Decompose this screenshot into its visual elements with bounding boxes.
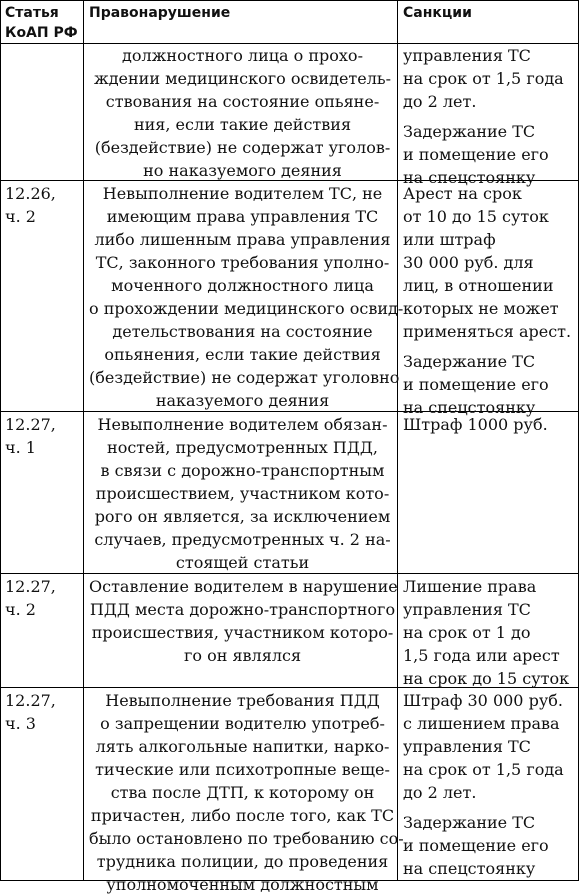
offense-line: стоящей статьи [175,553,310,572]
sanction-line: и помещение его [403,145,549,164]
column-divider [83,1,84,880]
header-article-line: Статья [5,5,59,21]
sanction-line: применяться арест. [403,322,572,341]
sanction-cell [403,44,564,189]
sanction-line: до 2 лет. [403,783,477,802]
article-line: ч. 3 [5,714,36,733]
offense-line: случаев, предусмотренных ч. 2 на- [94,530,391,549]
offense-line: тические или психотропные веще- [95,760,390,779]
offense-line: (бездействие) не содержат уголовно [89,368,400,387]
offense-cell-tail [89,873,396,896]
sanction-line: на спецстоянку [403,398,536,417]
article-cell [5,182,56,228]
offense-cell [89,575,396,667]
article-cell [5,575,56,621]
offense-line: должностного лица о прохо- [122,46,363,65]
sanction-line: с лишением права [403,714,560,733]
header-sanctions: Санкции [403,5,472,21]
article-line: 12.27, [5,577,56,596]
sanction-line: на срок от 1 до [403,623,531,642]
sanction-line: на срок до 15 суток [403,669,570,688]
sanction-line: Задержание ТС [403,813,536,832]
article-line: ч. 2 [5,600,36,619]
offense-line: происшествия, участником которо- [91,623,394,642]
article-line: 12.26, [5,184,56,203]
sanction-line: 30 000 руб. для [403,253,534,272]
offense-line: ствования на состояние опьяне- [105,92,380,111]
offense-line: ПДД места дорожно-транспортного [89,600,396,619]
offense-line: Невыполнение водителем ТС, не [102,184,383,203]
article-cell [5,689,56,735]
article-line: 12.27, [5,415,56,434]
offense-cell [89,689,404,873]
offense-line: (бездействие) не содержат уголов- [94,138,391,157]
offense-line: ства после ДТП, к которому он [110,783,375,802]
sanction-cell [403,689,564,880]
sanction-line: управления ТС [403,46,531,65]
offense-line: но наказуемого деяния [143,161,342,180]
offense-line: лять алкогольные напитки, нарко- [95,737,390,756]
sanction-line: 1,5 года или арест [403,646,560,665]
offense-line: Невыполнение водителем обязан- [97,415,388,434]
column-divider [397,1,398,880]
offense-line: в связи с дорожно-транспортным [100,461,385,480]
sanction-line: или штраф [403,230,496,249]
offense-cell [89,182,404,412]
sanction-line: Штраф 1000 руб. [403,415,548,434]
offense-line: опьянения, если такие действия [104,345,381,364]
offense-line: го он являлся [183,646,302,665]
article-line: ч. 1 [5,438,36,457]
article-line: 12.27, [5,691,56,710]
offense-line: ТС, законного требования уполно- [95,253,390,272]
sanction-line: Задержание ТС [403,122,536,141]
sanction-cell [403,182,571,419]
offense-line: ния, если такие действия [133,115,352,134]
sanction-line: до 2 лет. [403,92,477,111]
sanction-line: которых не может [403,299,559,318]
sanction-line: на спецстоянку [403,168,536,187]
sanction-line: управления ТС [403,600,531,619]
offense-line: происшествием, участником кото- [95,484,390,503]
offense-line: ждении медицинского освидетель- [93,69,392,88]
sanction-line: и помещение его [403,375,549,394]
offense-line: о запрещении водителю употреб- [100,714,385,733]
sanction-line: Арест на срок [403,184,522,203]
offense-cell [89,44,396,182]
sanction-line: управления ТС [403,737,531,756]
offense-line: моченного должностного лица [111,276,374,295]
sanction-line: Лишение права [403,577,537,596]
article-cell [5,413,56,459]
sanction-cell [403,413,548,436]
header-offense: Правонарушение [89,5,231,21]
sanction-line: на срок от 1,5 года [403,760,564,779]
sanction-line: лиц, в отношении [403,276,554,295]
offense-line: детельствования на состояние [112,322,373,341]
offense-line: Оставление водителем в нарушение [89,577,398,596]
sanction-line: и помещение его [403,836,549,855]
sanction-line: на срок от 1,5 года [403,69,564,88]
header-article [5,3,78,43]
offense-line: о прохождении медицинского освид- [89,299,404,318]
offense-line: было остановлено по требованию со- [89,829,404,848]
offense-line: уполномоченным должностным [106,875,379,894]
sanction-line: Штраф 30 000 руб. [403,691,563,710]
header-article-line: КоАП РФ [5,25,78,41]
offense-line: наказуемого деяния [155,391,330,410]
sanction-line: Задержание ТС [403,352,536,371]
sanction-cell [403,575,569,690]
offense-line: рого он является, за исключением [94,507,391,526]
offense-line: либо лишенным права управления [94,230,391,249]
offense-line: ностей, предусмотренных ПДД, [107,438,378,457]
article-line: ч. 2 [5,207,36,226]
offense-cell [89,413,396,574]
offense-line: имеющим права управления ТС [106,207,379,226]
offense-line: трудника полиции, до проведения [96,852,389,871]
offense-line: причастен, либо после того, как ТС [90,806,395,825]
sanction-line: на спецстоянку [403,859,536,878]
offense-line: Невыполнение требования ПДД [105,691,380,710]
sanction-line: от 10 до 15 суток [403,207,549,226]
